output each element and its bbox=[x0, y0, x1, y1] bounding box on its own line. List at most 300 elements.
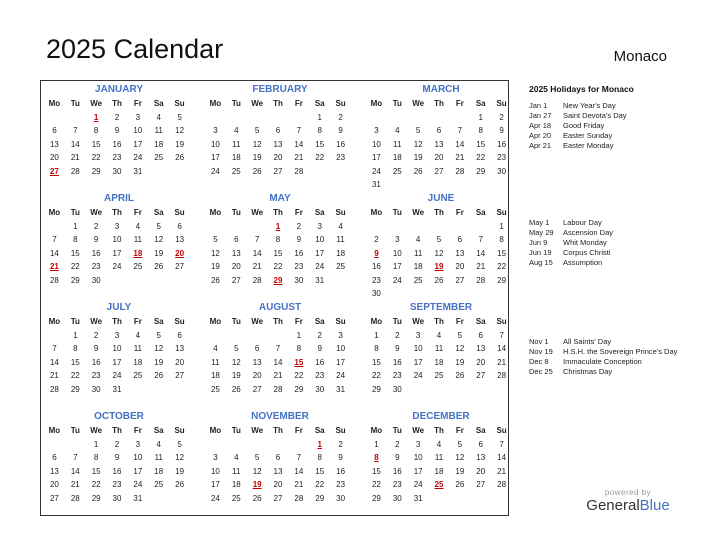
week-row bbox=[205, 492, 351, 506]
day-cell: 8 bbox=[73, 344, 78, 353]
day-cell bbox=[107, 274, 128, 288]
day-cell: 16 bbox=[112, 466, 122, 476]
day-cell: 11 bbox=[154, 453, 163, 462]
day-cell bbox=[44, 111, 65, 125]
day-cell: 15 bbox=[70, 248, 80, 258]
month-april bbox=[44, 192, 190, 287]
day-cell bbox=[205, 438, 226, 452]
holiday-date: Nov 1 bbox=[529, 337, 549, 346]
day-cell: 7 bbox=[52, 235, 57, 244]
day-cell: 6 bbox=[457, 235, 463, 244]
holiday-name: Immaculate Conception bbox=[563, 357, 642, 366]
day-cell: 17 bbox=[112, 357, 122, 367]
holiday-item bbox=[529, 111, 704, 121]
day-cell: 9 bbox=[499, 126, 504, 135]
day-cell bbox=[65, 111, 86, 125]
day-cell: 15 bbox=[273, 248, 283, 258]
day-cell: 7 bbox=[52, 344, 57, 353]
day-cell bbox=[148, 383, 169, 397]
day-cell: 16 bbox=[336, 139, 346, 149]
holiday-date: Apr 18 bbox=[529, 121, 552, 130]
day-cell: 28 bbox=[49, 275, 59, 285]
day-cell bbox=[470, 220, 491, 234]
week-row bbox=[366, 356, 512, 370]
day-cell: 16 bbox=[497, 139, 507, 149]
week-row bbox=[44, 369, 190, 383]
day-cell: 24 bbox=[210, 493, 220, 503]
day-cell bbox=[408, 220, 429, 234]
day-cell: 18 bbox=[231, 480, 241, 489]
day-cell: 9 bbox=[317, 344, 322, 353]
day-cell: 6 bbox=[436, 126, 442, 135]
day-cell: 16 bbox=[392, 466, 402, 476]
day-cell: 26 bbox=[413, 166, 423, 176]
day-cell: 14 bbox=[273, 357, 283, 367]
day-cell: 23 bbox=[91, 262, 101, 271]
holiday-item bbox=[529, 337, 704, 347]
day-cell: 7 bbox=[275, 344, 281, 353]
week-row bbox=[366, 383, 512, 397]
week-row bbox=[366, 492, 512, 506]
day-cell: 3 bbox=[135, 112, 141, 122]
day-cell: 10 bbox=[112, 344, 122, 353]
day-cell: 11 bbox=[211, 357, 220, 367]
day-cell: 5 bbox=[234, 344, 239, 353]
day-cell: 17 bbox=[371, 153, 381, 162]
day-cell: 17 bbox=[210, 480, 220, 489]
month-name: SEPTEMBER bbox=[409, 302, 473, 313]
holiday-item bbox=[529, 357, 704, 367]
holiday-name: Saint Devota's Day bbox=[563, 111, 627, 120]
day-cell: 2 bbox=[499, 112, 504, 122]
day-cell: 16 bbox=[294, 248, 304, 258]
day-cell: 13 bbox=[476, 344, 486, 353]
day-cell: 3 bbox=[213, 453, 218, 462]
day-cell: 21 bbox=[497, 466, 507, 476]
weekday-label: We bbox=[251, 317, 264, 326]
day-cell: 27 bbox=[175, 262, 185, 271]
day-cell: 22 bbox=[294, 371, 304, 380]
day-cell: 18 bbox=[231, 153, 241, 162]
holiday-date: Jan 27 bbox=[529, 111, 552, 120]
day-cell: 15 bbox=[371, 357, 381, 367]
weekday-header bbox=[366, 206, 512, 220]
day-cell: 27 bbox=[175, 371, 185, 380]
day-cell: 14 bbox=[70, 466, 80, 476]
day-cell: 12 bbox=[175, 453, 185, 462]
day-cell: 14 bbox=[70, 139, 80, 149]
day-cell bbox=[309, 165, 330, 179]
day-cell: 23 bbox=[315, 371, 325, 380]
day-cell: 20 bbox=[273, 153, 283, 162]
weekday-label: Fr bbox=[294, 426, 303, 435]
weekday-header bbox=[366, 424, 512, 438]
day-cell: 19 bbox=[413, 153, 423, 162]
weekday-label: Su bbox=[174, 99, 185, 108]
day-cell: 21 bbox=[49, 371, 59, 380]
holiday-group bbox=[529, 101, 704, 151]
holiday-name: Assumption bbox=[563, 258, 603, 267]
day-cell: 6 bbox=[177, 330, 182, 340]
holiday-name: Easter Sunday bbox=[563, 131, 613, 140]
weekday-label: Fr bbox=[294, 99, 303, 108]
day-cell: 2 bbox=[93, 330, 99, 340]
day-cell: 1 bbox=[93, 439, 99, 449]
day-cell: 19 bbox=[252, 153, 262, 162]
day-cell: 7 bbox=[499, 439, 504, 449]
weekday-label: Mo bbox=[48, 99, 61, 108]
day-cell: 4 bbox=[436, 439, 442, 449]
day-cell bbox=[408, 383, 429, 397]
holiday-name: New Year's Day bbox=[563, 101, 616, 110]
day-cell: 12 bbox=[413, 139, 423, 149]
week-row bbox=[366, 220, 512, 234]
day-cell: 15 bbox=[476, 139, 486, 149]
day-cell bbox=[449, 111, 470, 125]
day-cell: 26 bbox=[434, 275, 444, 285]
day-cell: 30 bbox=[112, 493, 122, 503]
day-cell bbox=[429, 220, 450, 234]
holiday-item bbox=[529, 367, 704, 377]
week-row bbox=[205, 451, 351, 465]
day-cell: 16 bbox=[91, 357, 101, 367]
day-cell bbox=[491, 178, 512, 192]
day-cell: 29 bbox=[70, 384, 80, 394]
day-cell: 27 bbox=[49, 493, 59, 503]
day-cell: 26 bbox=[175, 480, 185, 489]
weekday-label: Fr bbox=[455, 99, 464, 108]
day-cell: 28 bbox=[497, 480, 507, 489]
weekday-label: Mo bbox=[370, 317, 383, 326]
day-cell bbox=[44, 438, 65, 452]
day-cell: 26 bbox=[455, 371, 465, 380]
weekday-label: Fr bbox=[455, 426, 464, 435]
week-row bbox=[205, 478, 351, 492]
month-name: AUGUST bbox=[258, 302, 302, 313]
day-cell: 8 bbox=[93, 126, 99, 135]
holiday-day: 8 bbox=[374, 453, 379, 462]
day-cell: 28 bbox=[273, 384, 283, 394]
day-cell: 11 bbox=[232, 139, 241, 149]
day-cell: 12 bbox=[455, 344, 465, 353]
brand-name-part2: Blue bbox=[639, 497, 670, 514]
day-cell: 24 bbox=[392, 275, 402, 285]
day-cell: 20 bbox=[455, 262, 465, 271]
day-cell: 11 bbox=[434, 453, 444, 462]
holiday-day: 27 bbox=[49, 166, 59, 176]
day-cell: 31 bbox=[336, 384, 346, 394]
week-row bbox=[205, 465, 351, 479]
day-cell bbox=[169, 383, 190, 397]
day-cell bbox=[127, 383, 148, 397]
weekday-header bbox=[205, 424, 351, 438]
day-cell: 25 bbox=[154, 153, 164, 162]
day-cell bbox=[449, 492, 470, 506]
weekday-label: Th bbox=[434, 208, 444, 217]
week-row bbox=[366, 151, 512, 165]
day-cell: 6 bbox=[177, 221, 182, 231]
day-cell: 24 bbox=[371, 166, 381, 176]
weekday-label: Th bbox=[273, 426, 283, 435]
day-cell bbox=[470, 287, 491, 301]
weekday-label: Sa bbox=[314, 426, 325, 435]
day-cell: 19 bbox=[154, 248, 164, 258]
day-cell: 23 bbox=[392, 371, 402, 380]
day-cell: 3 bbox=[213, 126, 218, 135]
day-cell: 24 bbox=[112, 262, 122, 271]
day-cell: 22 bbox=[70, 371, 80, 380]
holiday-day: 1 bbox=[275, 221, 281, 231]
week-row bbox=[205, 260, 351, 274]
weekday-label: We bbox=[412, 208, 425, 217]
weekday-label: Sa bbox=[153, 208, 164, 217]
holiday-date: Jun 19 bbox=[529, 248, 552, 257]
day-cell: 22 bbox=[497, 262, 507, 271]
day-cell: 10 bbox=[371, 139, 381, 149]
day-cell: 14 bbox=[455, 139, 465, 149]
day-cell bbox=[449, 220, 470, 234]
day-cell: 31 bbox=[112, 384, 122, 394]
day-cell: 13 bbox=[231, 248, 241, 258]
day-cell bbox=[288, 438, 309, 452]
day-cell: 11 bbox=[133, 344, 143, 353]
day-cell: 30 bbox=[392, 493, 402, 503]
day-cell: 9 bbox=[93, 344, 99, 353]
day-cell: 17 bbox=[210, 153, 220, 162]
day-cell: 24 bbox=[133, 153, 143, 162]
holiday-name: All Saints' Day bbox=[563, 337, 612, 346]
holiday-name: Ascension Day bbox=[563, 228, 614, 237]
day-cell: 14 bbox=[497, 344, 507, 353]
weekday-label: Su bbox=[174, 426, 185, 435]
weekday-label: Mo bbox=[370, 426, 383, 435]
day-cell: 22 bbox=[91, 153, 101, 162]
day-cell bbox=[148, 492, 169, 506]
weekday-label: Mo bbox=[48, 208, 61, 217]
holiday-date: May 29 bbox=[529, 228, 554, 237]
day-cell: 25 bbox=[392, 166, 402, 176]
day-cell: 13 bbox=[273, 139, 283, 149]
weekday-label: Su bbox=[496, 317, 507, 326]
holiday-date: Dec 8 bbox=[529, 357, 549, 366]
day-cell: 21 bbox=[497, 357, 507, 367]
week-row bbox=[366, 247, 512, 261]
day-cell: 5 bbox=[254, 126, 260, 135]
week-row bbox=[366, 369, 512, 383]
holiday-item bbox=[529, 121, 704, 131]
day-cell: 18 bbox=[434, 357, 444, 367]
holiday-item bbox=[529, 258, 704, 268]
weekday-label: Su bbox=[335, 208, 346, 217]
day-cell: 9 bbox=[93, 235, 99, 244]
day-cell bbox=[491, 383, 512, 397]
day-cell: 5 bbox=[156, 221, 161, 231]
day-cell: 27 bbox=[476, 371, 486, 380]
day-cell: 18 bbox=[154, 139, 164, 149]
week-row bbox=[205, 165, 351, 179]
day-cell: 1 bbox=[374, 439, 379, 449]
day-cell: 20 bbox=[49, 153, 59, 162]
month-february bbox=[205, 83, 351, 178]
day-cell: 4 bbox=[156, 112, 161, 122]
day-cell: 30 bbox=[371, 289, 381, 298]
day-cell: 5 bbox=[415, 126, 421, 135]
day-cell: 3 bbox=[338, 330, 343, 340]
day-cell bbox=[449, 287, 470, 301]
day-cell: 7 bbox=[499, 330, 504, 340]
weekday-label: Fr bbox=[133, 99, 142, 108]
day-cell: 20 bbox=[434, 153, 444, 162]
weekday-label: Th bbox=[273, 317, 283, 326]
day-cell: 3 bbox=[415, 330, 421, 340]
day-cell bbox=[470, 492, 491, 506]
weekday-label: Sa bbox=[475, 426, 486, 435]
day-cell: 28 bbox=[294, 493, 304, 503]
day-cell bbox=[449, 383, 470, 397]
day-cell: 18 bbox=[336, 248, 346, 258]
day-cell: 17 bbox=[413, 357, 423, 367]
holiday-day: 21 bbox=[49, 262, 59, 271]
day-cell: 18 bbox=[154, 466, 164, 476]
day-cell: 26 bbox=[455, 480, 465, 489]
day-cell: 12 bbox=[210, 248, 220, 258]
day-cell: 19 bbox=[154, 357, 164, 367]
brand-logo bbox=[583, 488, 673, 514]
day-cell bbox=[366, 220, 387, 234]
weekday-label: Su bbox=[496, 426, 507, 435]
day-cell: 4 bbox=[213, 344, 218, 353]
day-cell: 11 bbox=[393, 139, 402, 149]
day-cell: 8 bbox=[499, 235, 504, 244]
day-cell: 16 bbox=[371, 262, 381, 271]
weekday-label: Su bbox=[335, 426, 346, 435]
day-cell: 21 bbox=[455, 153, 465, 162]
day-cell bbox=[429, 287, 450, 301]
day-cell: 27 bbox=[455, 275, 465, 285]
day-cell: 16 bbox=[392, 357, 402, 367]
day-cell: 26 bbox=[154, 262, 164, 271]
day-cell: 7 bbox=[457, 126, 463, 135]
day-cell bbox=[387, 178, 408, 192]
week-row bbox=[44, 383, 190, 397]
day-cell bbox=[44, 329, 65, 343]
day-cell: 20 bbox=[231, 262, 241, 271]
holiday-day: 19 bbox=[252, 480, 262, 489]
day-cell bbox=[169, 165, 190, 179]
weekday-label: Th bbox=[273, 99, 283, 108]
powered-by-text: powered by bbox=[604, 488, 652, 497]
month-name: JULY bbox=[106, 302, 132, 313]
day-cell: 25 bbox=[231, 493, 241, 503]
day-cell: 8 bbox=[93, 453, 99, 462]
day-cell: 3 bbox=[114, 330, 120, 340]
day-cell: 3 bbox=[374, 126, 379, 135]
week-row bbox=[44, 492, 190, 506]
holiday-day: 1 bbox=[317, 439, 322, 449]
day-cell bbox=[268, 111, 289, 125]
day-cell: 20 bbox=[252, 371, 262, 380]
day-cell: 25 bbox=[413, 275, 423, 285]
week-row bbox=[205, 233, 351, 247]
month-june bbox=[366, 192, 512, 301]
day-cell: 23 bbox=[294, 262, 304, 271]
day-cell: 10 bbox=[413, 453, 423, 462]
day-cell bbox=[330, 274, 351, 288]
day-cell: 30 bbox=[91, 384, 101, 394]
day-cell: 24 bbox=[315, 262, 325, 271]
day-cell bbox=[268, 329, 289, 343]
weekday-label: We bbox=[412, 99, 425, 108]
day-cell bbox=[148, 274, 169, 288]
brand-name bbox=[583, 497, 673, 514]
weekday-label: Tu bbox=[70, 99, 80, 108]
day-cell: 4 bbox=[234, 453, 239, 462]
day-cell: 31 bbox=[133, 166, 143, 176]
day-cell: 8 bbox=[275, 235, 281, 244]
week-row bbox=[366, 138, 512, 152]
week-row bbox=[44, 451, 190, 465]
weekday-label: Th bbox=[273, 208, 283, 217]
weekday-label: We bbox=[90, 99, 103, 108]
day-cell: 6 bbox=[275, 453, 281, 462]
holiday-date: Jun 9 bbox=[529, 238, 548, 247]
week-row bbox=[205, 329, 351, 343]
month-name: JUNE bbox=[427, 193, 455, 204]
day-cell bbox=[65, 438, 86, 452]
holiday-item bbox=[529, 101, 704, 111]
weekday-label: Mo bbox=[209, 99, 222, 108]
day-cell bbox=[330, 165, 351, 179]
week-row bbox=[205, 111, 351, 125]
weekday-label: Sa bbox=[475, 208, 486, 217]
holiday-day: 1 bbox=[93, 112, 99, 122]
weekday-header bbox=[44, 206, 190, 220]
day-cell: 25 bbox=[133, 371, 143, 380]
weekday-label: Su bbox=[496, 208, 507, 217]
day-cell: 11 bbox=[336, 235, 345, 244]
holiday-item bbox=[529, 248, 704, 258]
weekday-label: Fr bbox=[133, 317, 142, 326]
day-cell: 12 bbox=[252, 466, 262, 476]
weekday-label: Th bbox=[434, 426, 444, 435]
day-cell: 17 bbox=[112, 248, 122, 258]
week-row bbox=[366, 287, 512, 301]
month-august bbox=[205, 301, 351, 396]
day-cell: 2 bbox=[296, 221, 302, 231]
day-cell: 1 bbox=[374, 330, 379, 340]
day-cell: 29 bbox=[91, 493, 101, 503]
holiday-date: Apr 20 bbox=[529, 131, 552, 140]
weekday-header bbox=[366, 97, 512, 111]
day-cell: 1 bbox=[296, 330, 302, 340]
day-cell: 28 bbox=[294, 166, 304, 176]
day-cell: 10 bbox=[133, 126, 143, 135]
holiday-group bbox=[529, 337, 704, 377]
weekday-header bbox=[205, 206, 351, 220]
day-cell: 5 bbox=[177, 439, 182, 449]
weekday-label: Th bbox=[112, 99, 122, 108]
day-cell: 5 bbox=[213, 235, 218, 244]
day-cell: 29 bbox=[70, 275, 80, 285]
day-cell: 29 bbox=[371, 384, 381, 394]
weekday-label: Tu bbox=[392, 317, 402, 326]
day-cell: 7 bbox=[254, 235, 260, 244]
day-cell: 8 bbox=[73, 235, 78, 244]
week-row bbox=[44, 342, 190, 356]
day-cell: 10 bbox=[210, 466, 220, 476]
week-row bbox=[205, 274, 351, 288]
day-cell: 26 bbox=[231, 384, 241, 394]
